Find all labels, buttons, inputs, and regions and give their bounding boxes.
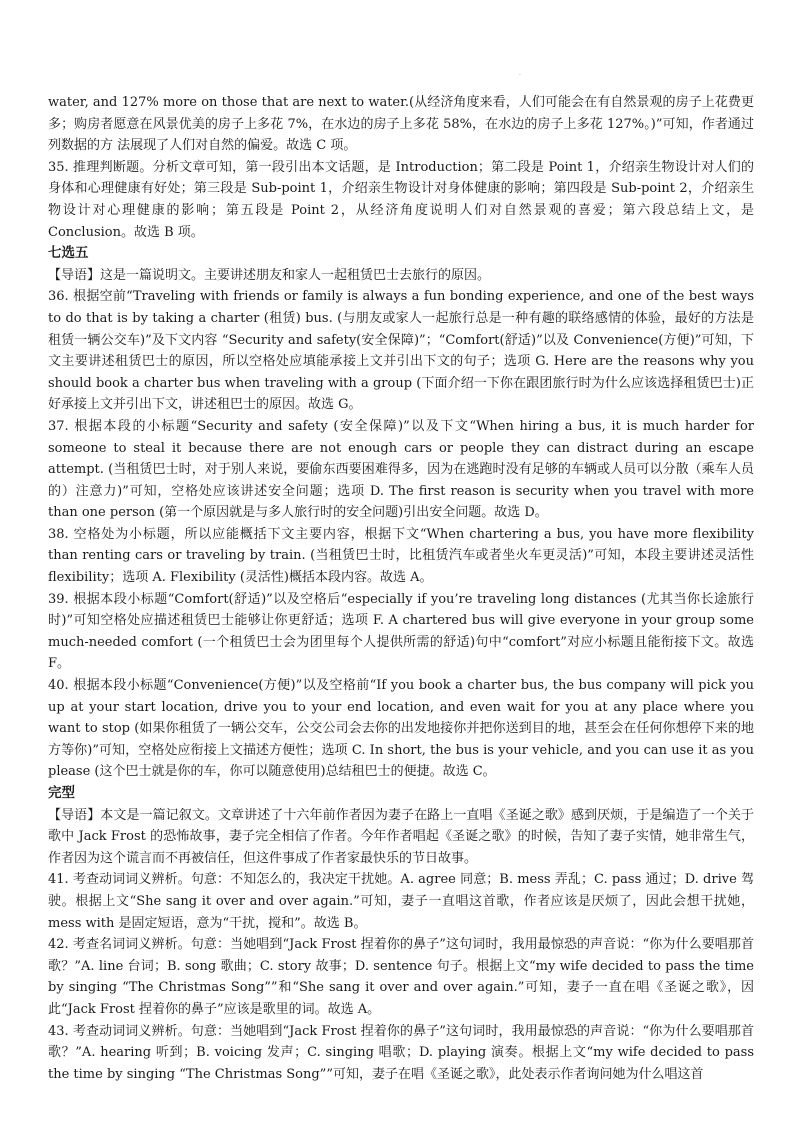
paragraph: 39. 根据本段小标题“Comfort(舒适)”以及空格后“especially if you’re traveling long distances (尤其当你长途旅行时)”可知空格处应描述租赁巴士能够让你更舒适；选项 F. A chartered bus will give everyone in your group some much-needed comfort (一个租赁巴士会为团里每个人提供所需的舒适)句中“comfort”对应小标题且能衔接下文。故选 F。	[48, 591, 754, 672]
section-heading: 七选五	[48, 245, 89, 262]
section-heading: 完型	[48, 785, 75, 801]
paragraph: 41. 考查动词词义辨析。句意：不知怎么的，我决定干扰她。A. agree 同意；B. mess 弄乱；C. pass 通过；D. drive 驾驶。根据上文“She sang it over and over again.”可知，妻子一直唱这首歌，作者应该是厌烦了，因此会想干扰她，mess with 是固定短语，意为“干扰，搅和”。故选 B。	[48, 872, 754, 931]
page-marker-dot: ·	[519, 72, 521, 79]
paragraph: 【导语】这是一篇说明文。主要讲述朋友和家人一起租赁巴士去旅行的原因。	[48, 267, 491, 283]
document-page	[48, 92, 754, 1085]
paragraph: 【导语】本文是一篇记叙文。文章讲述了十六年前作者因为妻子在路上一直唱《圣诞之歌》感到厌烦，于是编造了一个关于歌中 Jack Frost 的恐怖故事，妻子完全相信了作者。今年作者唱起《圣诞之歌》的时候，告知了妻子实情，她非常生气，作者因为这个谎言而不再被信任，但这件事成了作者家最快乐的节日故事。	[48, 807, 754, 866]
paragraph: water, and 127% more on those that are next to water.(从经济角度来看，人们可能会在有自然景观的房子上花费更多；购房者愿意在风景优美的房子上多花 7%，在水边的房子上多花 58%，在水边的房子上多花 127%。)”可知，作者通过列数据的方 法展现了人们对自然的偏爱。故选 C 项。	[48, 95, 754, 154]
paragraph: 42. 考查名词词义辨析。句意：当她唱到“Jack Frost 捏着你的鼻子”这句词时，我用最惊恐的声音说：“你为什么要唱那首歌？”A. line 台词；B. song 歌曲；C. story 故事；D. sentence 句子。根据上文“my wife decided to pass the time by singing “The Christmas Song””和“She sang it over and over again.”可知，妻子一直在唱《圣诞之歌》，因此“Jack Frost 捏着你的鼻子”应该是歌里的词。故选 A。	[48, 937, 754, 1017]
paragraph: 43. 考查动词词义辨析。句意：当她唱到“Jack Frost 捏着你的鼻子”这句词时，我用最惊恐的声音说：“你为什么要唱那首歌？”A. hearing 听到；B. voicing 发声；C. singing 唱歌；D. playing 演奏。根据上文“my wife decided to pass the time by singing “The Christmas Song””可知，妻子在唱《圣诞之歌》，此处表示作者询问她为什么唱这首	[48, 1023, 754, 1082]
paragraph: 37. 根据本段的小标题“Security and safety (安全保障)”以及下文“When hiring a bus, it is much harder for someone to steal it because there are not enough cars or people they can distract during an escape attempt. (当租赁巴士时，对于别人来说，要偷东西要困难得多，因为在逃跑时没有足够的车辆或人员可以分散（乘车人员的）注意力)”可知，空格处应该讲述安全问题；选项 D. The first reason is security when you travel with more than one person (第一个原因就是与多人旅行时的安全问题)引出安全问题。故选 D。	[48, 418, 754, 521]
paragraph: 40. 根据本段小标题“Convenience(方便)”以及空格前“If you book a charter bus, the bus company will pick you up at your start location, drive you to your end location, and even wait for you at any place where you want to stop (如果你租赁了一辆公交车，公交公司会去你的出发地接你并把你送到目的地，甚至会在任何你想停下来的地方等你)”可知，空格处应衔接上文描述方便性；选项 C. In short, the bus is your vehicle, and you can use it as you please (这个巴士就是你的车，你可以随意使用)总结租巴士的便捷。故选 C。	[48, 678, 754, 780]
paragraph: 38. 空格处为小标题，所以应能概括下文主要内容，根据下文“When chartering a bus, you have more flexibility than renting cars or traveling by train. (当租赁巴士时，比租赁汽车或者坐火车更灵活)”可知，本段主要讲述灵活性 flexibility；选项 A. Flexibility (灵活性)概括本段内容。故选 A。	[48, 526, 754, 586]
paragraph: 35. 推理判断题。分析文章可知，第一段引出本文话题，是 Introduction；第二段是 Point 1，介绍亲生物设计对人们的身体和心理健康有好处；第三段是 Sub-point 1，介绍亲生物设计对身体健康的影响；第四段是 Sub-point 2，介绍亲生物设计对心理健康的影响；第五段是 Point 2，从经济角度说明人们对自然景观的喜爱；第六段总结上文，是 Conclusion。故选 B 项。	[48, 159, 754, 240]
paragraph: 36. 根据空前“Traveling with friends or family is always a fun bonding experience, and one of the best ways to do that is by taking a charter (租赁) bus. (与朋友或家人一起旅行总是一种有趣的联络感情的体验，最好的方法是租赁一辆公交车)”及下文内容 “Security and safety(安全保障)”；“Comfort(舒适)”以及 Convenience(方便)”可知，下文主要讲述租赁巴士的原因，所以空格处应填能承接上文并引出下文的句子；选项 G. Here are the reasons why you should book a charter bus when traveling with a group (下面介绍一下你在跟团旅行时为什么应该选择租赁巴士)正好承接上文并引出下文，讲述租巴士的原因。故选 G。	[48, 289, 754, 413]
